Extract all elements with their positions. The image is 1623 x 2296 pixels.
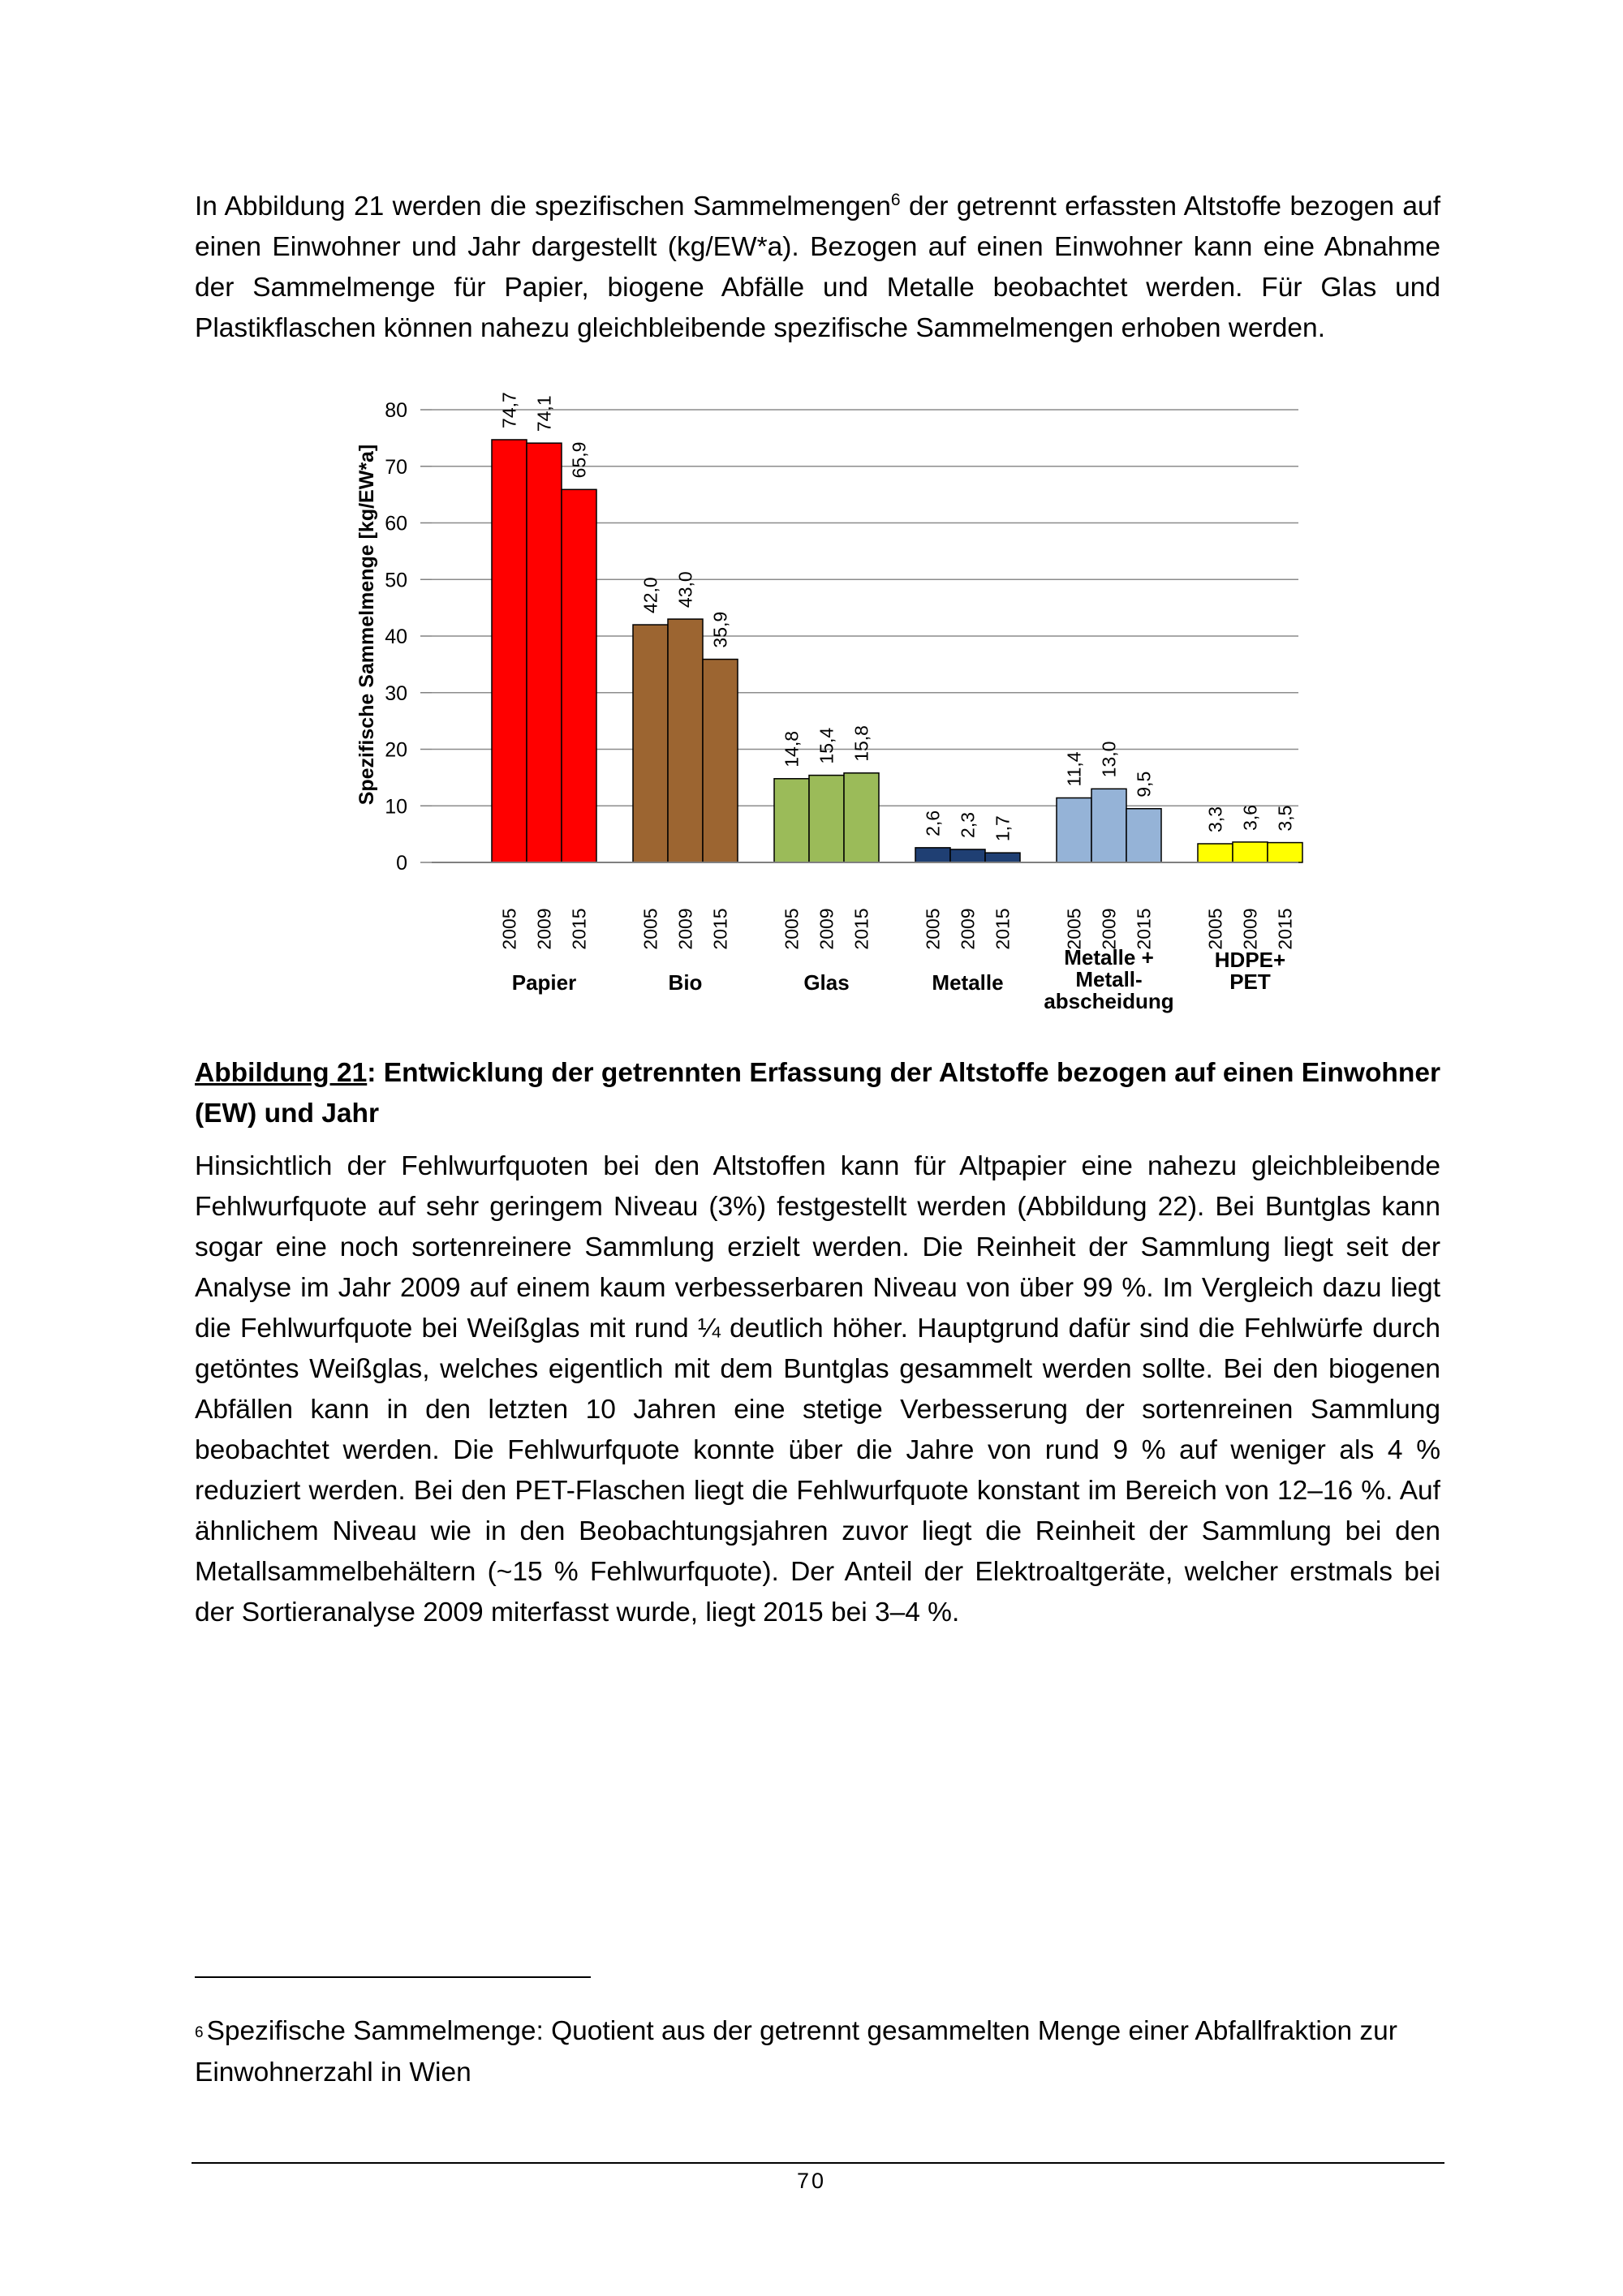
year-label: 2009 [957, 908, 979, 950]
year-label: 2015 [1133, 908, 1155, 950]
collection-amount-bar-chart [341, 369, 1296, 1043]
bar [809, 776, 844, 862]
category-label: Papier [511, 970, 577, 995]
intro-paragraph [195, 187, 1440, 349]
category-labels [512, 945, 1285, 1013]
value-label: 65,9 [568, 441, 590, 479]
y-axis-ticks [385, 399, 432, 875]
value-label: 74,7 [498, 392, 520, 428]
value-label: 1,7 [992, 815, 1014, 842]
y-axis-title: Spezifische Sammelmenge [kg/EW*a] [355, 444, 378, 806]
footnote-divider [195, 1976, 591, 1978]
page-number: 70 [796, 2169, 827, 2193]
bar [1268, 843, 1302, 862]
footnote [195, 2010, 1444, 2093]
bar [668, 619, 703, 862]
value-label: 2,6 [922, 810, 944, 836]
bar [915, 848, 950, 862]
bar [1233, 842, 1268, 862]
category-label: Bio [668, 970, 703, 995]
value-label: 15,4 [816, 727, 837, 764]
intro-text-part2: der getrennt erfassten Altstoffe bezogen auf einen Einwohner und Jahr dargestellt (kg/EW*a). Bezogen auf einen Einwohner kann eine Abnahme der Sammelmenge für Papier, biogene Abfälle und Metalle beobachtet werden. Für Glas und Plastikflaschen können nahezu gleichbleibende spezifische Sammelmengen erhoben werden. [195, 191, 1441, 343]
y-tick-label: 60 [385, 512, 407, 535]
year-label: 2009 [1098, 908, 1120, 950]
bar [492, 440, 527, 862]
bar [844, 773, 879, 862]
bar [950, 849, 985, 862]
y-tick-label: 70 [385, 455, 407, 479]
year-label: 2005 [639, 908, 661, 950]
year-label: 2009 [533, 908, 555, 950]
figure-caption [195, 1053, 1440, 1134]
category-label: Metalle + [1064, 945, 1154, 970]
year-label: 2005 [922, 908, 944, 950]
y-tick-label: 80 [385, 399, 407, 422]
bar [1091, 789, 1126, 862]
y-tick-label: 0 [396, 852, 407, 875]
value-labels [499, 392, 1296, 841]
footnote-text: Spezifische Sammelmenge: Quotient aus der getrennt gesammelten Menge einer Abfallfraktion zur Einwohnerzahl in Wien [195, 2016, 1397, 2087]
value-label: 3,6 [1239, 804, 1261, 831]
value-label: 3,5 [1274, 805, 1296, 832]
bar [1126, 809, 1161, 862]
category-label: abscheidung [1044, 989, 1174, 1013]
y-tick-label: 20 [385, 738, 407, 762]
value-label: 42,0 [639, 577, 661, 614]
category-label: PET [1229, 970, 1271, 994]
bar [1057, 798, 1091, 862]
year-label: 2009 [674, 908, 696, 950]
value-label: 9,5 [1133, 771, 1155, 798]
year-label: 2009 [1239, 908, 1261, 950]
year-label: 2005 [498, 908, 520, 950]
year-label: 2005 [781, 908, 803, 950]
year-label: 2015 [568, 908, 590, 950]
value-label: 11,4 [1063, 751, 1085, 787]
value-label: 43,0 [674, 571, 696, 608]
value-label: 74,1 [533, 395, 555, 432]
year-label: 2005 [1063, 908, 1085, 950]
intro-text-part1: In Abbildung 21 werden die spezifischen Sammelmengen [195, 191, 891, 221]
figure-caption-text: : Entwicklung der getrennten Erfassung der Altstoffe bezogen auf einen Einwohner (EW) und Jahr [195, 1058, 1441, 1129]
year-label: 2015 [850, 908, 872, 950]
footer-divider [192, 2162, 1444, 2164]
year-label: 2015 [1274, 908, 1296, 950]
footnote-reference[interactable]: 6 [890, 190, 901, 209]
year-label: 2015 [992, 908, 1014, 950]
category-label: HDPE+ [1214, 948, 1286, 972]
category-label: Metall- [1075, 967, 1143, 991]
y-tick-label: 40 [385, 626, 407, 648]
year-label: 2005 [1204, 908, 1226, 950]
category-label: Glas [803, 970, 850, 995]
value-label: 3,3 [1204, 806, 1226, 832]
category-label: Metalle [932, 970, 1004, 995]
bar [774, 779, 809, 862]
value-label: 14,8 [781, 731, 803, 767]
y-tick-label: 30 [385, 681, 407, 705]
y-tick-label: 50 [385, 569, 407, 592]
year-label: 2015 [709, 908, 731, 950]
value-label: 2,3 [957, 811, 979, 838]
x-axis-year-labels [499, 908, 1296, 949]
footnote-number: 6 [195, 2024, 204, 2041]
y-tick-label: 10 [385, 795, 407, 819]
bar [1198, 844, 1233, 862]
bar [703, 660, 738, 862]
bars [492, 440, 1302, 862]
bar [527, 443, 562, 862]
bar [633, 625, 668, 862]
year-label: 2009 [816, 908, 837, 950]
figure-caption-label[interactable]: Abbildung 21 [195, 1058, 368, 1088]
value-label: 15,8 [850, 725, 872, 762]
value-label: 13,0 [1098, 741, 1120, 778]
bar [985, 853, 1020, 862]
analysis-paragraph: Hinsichtlich der Fehlwurfquoten bei den Altstoffen kann für Altpapier eine nahezu gleichbleibende Fehlwurfquote auf sehr geringem Niveau (3%) festgestellt werden (Abbildung 22). Bei Buntglas kann sogar eine noch sortenreinere Sammlung erzielt werden. Die Reinheit der Sammlung liegt seit der Analyse im Jahr 2009 auf einem kaum verbesserbaren Niveau von über 99 %. Im Vergleich dazu liegt die Fehlwurfquote bei Weißglas mit rund ¼ deutlich höher. Hauptgrund dafür sind die Fehlwürfe durch getöntes Weißglas, welches eigentlich mit dem Buntglas gesammelt werden sollte. Bei den biogenen Abfällen kann in den letzten 10 Jahren eine stetige Verbesserung der sortenreinen Sammlung beobachtet werden. Die Fehlwurfquote konnte über die Jahre von rund 9 % auf weniger als 4 % reduziert werden. Bei den PET-Flaschen liegt die Fehlwurfquote konstant im Bereich von 12–16 %. Auf ähnlichem Niveau wie in den Beobachtungsjahren zuvor liegt die Reinheit der Sammlung bei den Metallsammelbehältern (~15 % Fehlwurfquote). Der Anteil der Elektroaltgeräte, welcher erstmals bei der Sortieranalyse 2009 miterfasst wurde, liegt 2015 bei 3–4 %. [195, 1151, 1440, 1627]
value-label: 35,9 [709, 611, 731, 648]
bar [562, 489, 596, 862]
